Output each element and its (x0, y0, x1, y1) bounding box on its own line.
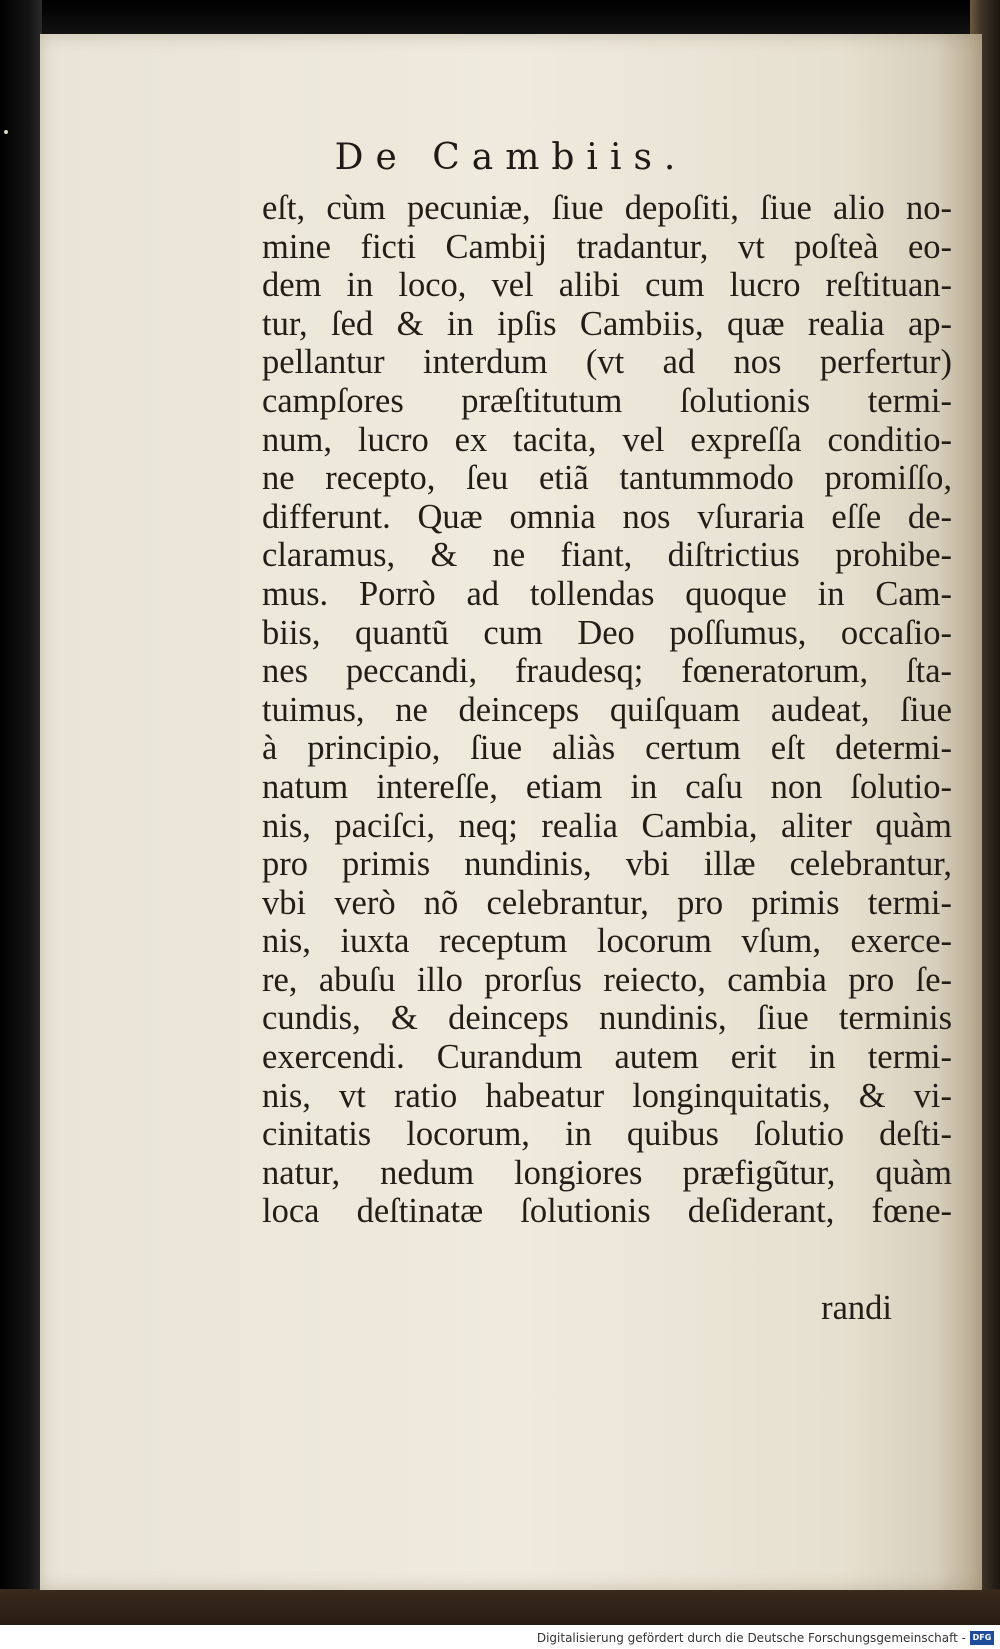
text-line: nis, paciſci, neq; realia Cambia, aliter quàm (262, 806, 952, 845)
text-line: num, lucro ex tacita, vel expreſſa conditio- (262, 420, 952, 459)
text-line: claramus, & ne fiant, diſtrictius prohibe- (262, 536, 952, 575)
text-line: tuimus, ne deinceps quiſquam audeat, ſiue (262, 690, 952, 729)
text-line: campſores præſtitutum ſolutionis termi- (262, 381, 952, 420)
text-line: pro primis nundinis, vbi illæ celebrantur, (262, 845, 952, 884)
text-line: cundis, & deinceps nundinis, ſiue terminis (262, 999, 952, 1038)
text-line: dem in loco, vel alibi cum lucro reſtituan- (262, 266, 952, 305)
text-line: tur, ſed & in ipſis Cambiis, quæ realia ap- (262, 304, 952, 343)
text-line: ne recepto, ſeu etiã tantummodo promiſſo, (262, 459, 952, 498)
running-head: De Cambiis. (334, 137, 688, 178)
funding-note: Digitalisierung gefördert durch die Deutsche Forschungsgemeinschaft - (536, 1631, 966, 1645)
catchword: randi (821, 1289, 892, 1327)
text-line: nis, vt ratio habeatur longinquitatis, & vi- (262, 1076, 952, 1115)
text-line: mine ficti Cambij tradantur, vt poſteà eo- (262, 227, 952, 266)
footer-bar (0, 1625, 1000, 1649)
text-line: nes peccandi, fraudesq; fœneratorum, ſta- (262, 652, 952, 691)
book-page (40, 34, 982, 1590)
text-line: pellantur interdum (vt ad nos perfertur) (262, 343, 952, 382)
text-line: vbi verò nõ celebrantur, pro primis termi- (262, 883, 952, 922)
text-line: differunt. Quæ omnia nos vſuraria eſſe de- (262, 497, 952, 536)
text-line: cinitatis locorum, in quibus ſolutio deſti- (262, 1115, 952, 1154)
scan-left-edge (0, 0, 42, 1649)
text-line: eſt, cùm pecuniæ, ſiue depoſiti, ſiue alio no- (262, 189, 952, 227)
dfg-logo: DFG (970, 1631, 994, 1645)
text-line: loca deſtinatæ ſolutionis deſiderant, fœne- (262, 1192, 952, 1231)
text-line: mus. Porrò ad tollendas quoque in Cam- (262, 574, 952, 613)
text-line: exercendi. Curandum autem erit in termi- (262, 1038, 952, 1077)
text-line: à principio, ſiue aliàs certum eſt determi- (262, 729, 952, 768)
text-line: natur, nedum longiores præfigũtur, quàm (262, 1153, 952, 1192)
text-line: nis, iuxta receptum locorum vſum, exerce- (262, 922, 952, 961)
scan-speck (4, 130, 8, 134)
body-text (262, 189, 952, 1231)
text-line: re, abuſu illo prorſus reiecto, cambia pro ſe- (262, 960, 952, 999)
text-line: natum intereſſe, etiam in caſu non ſolutio- (262, 767, 952, 806)
text-line: biis, quantũ cum Deo poſſumus, occaſio- (262, 613, 952, 652)
